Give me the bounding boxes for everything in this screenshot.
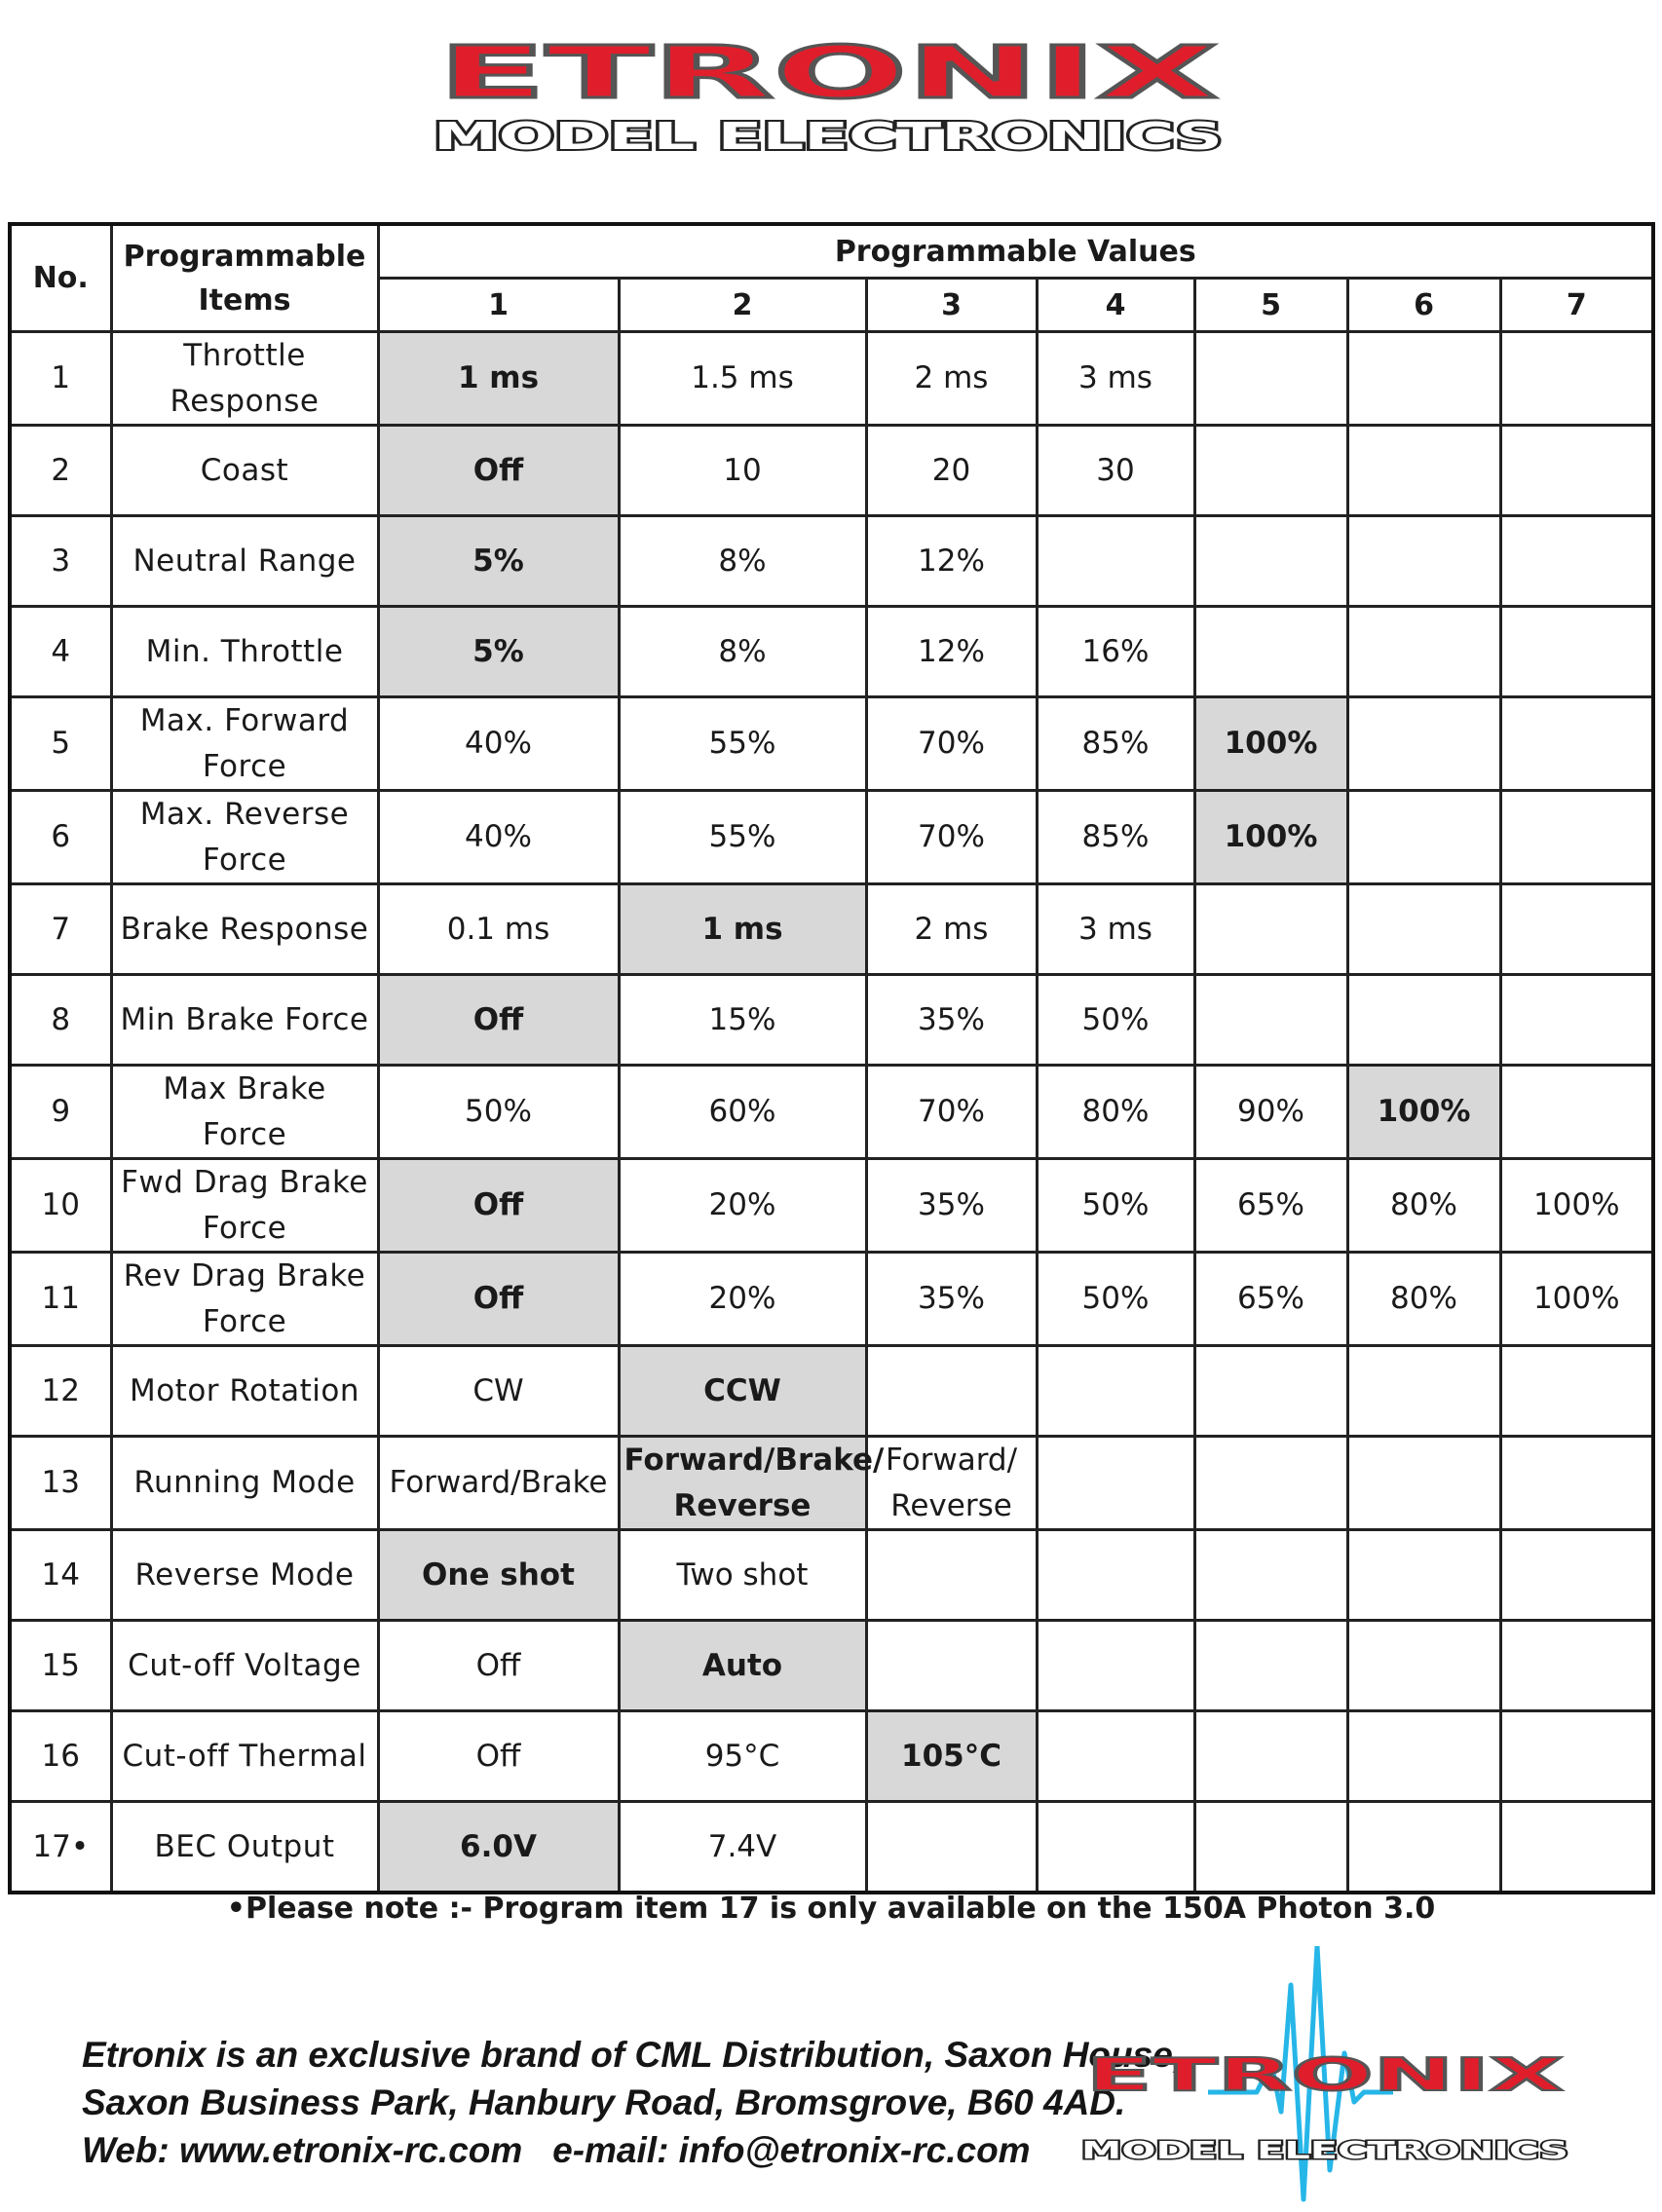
value-cell [1347, 1621, 1500, 1711]
table-row [10, 1621, 1653, 1711]
value-cell [1500, 791, 1653, 884]
value-column-header-5: 5 [1194, 279, 1347, 332]
value-cell: 35% [866, 975, 1037, 1066]
value-cell [1500, 697, 1653, 791]
programmable-item [111, 1066, 378, 1159]
programmable-item [111, 1437, 378, 1530]
no-header: No. [10, 224, 111, 332]
value-cell [1500, 1346, 1653, 1437]
value-cell [1500, 884, 1653, 975]
value-cell [1347, 1802, 1500, 1893]
value-cell [1347, 697, 1500, 791]
value-column-header-7: 7 [1500, 279, 1653, 332]
item-label-line: Brake Response [120, 911, 369, 947]
bottom-logo-subtitle-text: MODEL ELECTRONICS [1081, 2136, 1568, 2164]
value-cell [1500, 426, 1653, 516]
value-cell: 40% [378, 791, 619, 884]
item-label-line: Coast [200, 452, 289, 488]
footnote: •Please note :- Program item 17 is only available on the 150A Photon 3.0 [226, 1892, 1436, 1926]
value-cell: 30 [1037, 426, 1194, 516]
value-cell [1194, 1711, 1347, 1802]
value-cell: 3 ms [1037, 884, 1194, 975]
value-cell [1194, 1802, 1347, 1893]
programmable-item [111, 607, 378, 697]
default-value-cell: Off [378, 426, 619, 516]
value-cell [1347, 791, 1500, 884]
etronix-logo-top [419, 37, 1237, 159]
value-cell [1500, 1530, 1653, 1621]
programmable-item [111, 1346, 378, 1437]
value-cell [1194, 516, 1347, 607]
row-number: 1 [10, 332, 111, 426]
value-cell: Off [378, 1711, 619, 1802]
table-row [10, 1711, 1653, 1802]
row-number: 10 [10, 1159, 111, 1253]
table-row [10, 975, 1653, 1066]
default-value-cell: 5% [378, 607, 619, 697]
value-cell [1347, 1346, 1500, 1437]
value-column-header-4: 4 [1037, 279, 1194, 332]
value-cell: 80% [1037, 1066, 1194, 1159]
value-cell: 65% [1194, 1159, 1347, 1253]
value-cell [1194, 1346, 1347, 1437]
item-label-line: Force [202, 748, 287, 784]
default-value-cell: 105°C [866, 1711, 1037, 1802]
logo-brand-text: ETRONIX [438, 37, 1218, 115]
value-cell [1194, 884, 1347, 975]
table-row [10, 1437, 1653, 1530]
value-cell: 0.1 ms [378, 884, 619, 975]
value-cell: 12% [866, 607, 1037, 697]
value-cell [866, 1346, 1037, 1437]
value-cell [1194, 607, 1347, 697]
programmable-item [111, 516, 378, 607]
value-cell: 70% [866, 697, 1037, 791]
value-cell: 50% [378, 1066, 619, 1159]
value-line: Forward/ [885, 1443, 1018, 1478]
etronix-logo-bottom [1062, 1946, 1568, 2209]
item-label-line: Motor Rotation [129, 1372, 360, 1408]
row-number: 4 [10, 607, 111, 697]
value-cell: Forward/Brake [378, 1437, 619, 1530]
default-value-cell: Off [378, 975, 619, 1066]
default-value-cell: 5% [378, 516, 619, 607]
value-cell: 50% [1037, 1253, 1194, 1346]
row-number: 13 [10, 1437, 111, 1530]
table-row [10, 697, 1653, 791]
value-cell [1347, 884, 1500, 975]
programmable-item [111, 975, 378, 1066]
table-row [10, 426, 1653, 516]
value-cell: 50% [1037, 1159, 1194, 1253]
value-line: Reverse [673, 1487, 812, 1523]
item-label-line: Throttle [183, 338, 306, 373]
value-cell [1194, 1530, 1347, 1621]
programmable-values-header: Programmable Values [378, 224, 1653, 279]
value-line: Reverse [890, 1487, 1012, 1523]
row-number: 5 [10, 697, 111, 791]
value-cell: 8% [619, 607, 866, 697]
footer-line-3: Web: www.etronix-rc.com e-mail: info@etronix-rc.com [82, 2130, 1031, 2170]
programmable-values-table [8, 222, 1655, 1894]
item-label-line: Neutral Range [132, 543, 357, 579]
item-label-line: Max. Forward [139, 703, 350, 738]
value-cell [866, 1437, 1037, 1530]
programmable-item [111, 697, 378, 791]
value-cell [1194, 332, 1347, 426]
table-row [10, 516, 1653, 607]
row-number: 15 [10, 1621, 111, 1711]
value-cell [866, 1621, 1037, 1711]
value-cell: 50% [1037, 975, 1194, 1066]
value-cell: 3 ms [1037, 332, 1194, 426]
value-cell: 20% [619, 1159, 866, 1253]
row-number: 9 [10, 1066, 111, 1159]
value-cell: 100% [1500, 1159, 1653, 1253]
table-row [10, 332, 1653, 426]
value-cell: 80% [1347, 1159, 1500, 1253]
programmable-item [111, 332, 378, 426]
item-label-line: BEC Output [154, 1828, 335, 1864]
item-label-line: Force [202, 1303, 287, 1339]
value-column-header-2: 2 [619, 279, 866, 332]
footer-address [82, 2031, 1184, 2174]
value-cell [1194, 1621, 1347, 1711]
value-cell: 2 ms [866, 884, 1037, 975]
value-cell: 90% [1194, 1066, 1347, 1159]
table-row [10, 791, 1653, 884]
table-row [10, 1802, 1653, 1893]
value-cell: 16% [1037, 607, 1194, 697]
default-value-cell [619, 1437, 885, 1530]
value-cell [1037, 1530, 1194, 1621]
value-cell: 20 [866, 426, 1037, 516]
items-header [111, 224, 378, 332]
value-cell [1194, 1437, 1347, 1530]
value-cell: 60% [619, 1066, 866, 1159]
item-label-line: Reverse Mode [134, 1556, 355, 1593]
value-cell [1194, 975, 1347, 1066]
value-cell: 85% [1037, 697, 1194, 791]
table-row [10, 884, 1653, 975]
item-label-line: Force [202, 1210, 287, 1246]
value-cell [1037, 516, 1194, 607]
value-cell: 35% [866, 1159, 1037, 1253]
default-value-cell: Off [378, 1253, 619, 1346]
logo-subtitle-text: MODEL ELECTRONICS [434, 115, 1223, 158]
default-value-cell: 1 ms [619, 884, 866, 975]
value-cell: 7.4V [619, 1802, 866, 1893]
value-cell [1194, 426, 1347, 516]
table-row [10, 1530, 1653, 1621]
footer-line-1: Etronix is an exclusive brand of CML Distribution, Saxon House, [82, 2035, 1184, 2075]
item-label-line: Fwd Drag Brake [121, 1165, 368, 1200]
programmable-item [111, 426, 378, 516]
item-label-line: Min. Throttle [145, 633, 344, 669]
item-label-line: Response [170, 383, 320, 419]
row-number: 14 [10, 1530, 111, 1621]
value-cell [1500, 1802, 1653, 1893]
default-value-cell: Off [378, 1159, 619, 1253]
value-cell [1500, 607, 1653, 697]
value-cell: 12% [866, 516, 1037, 607]
value-cell: 55% [619, 791, 866, 884]
default-value-cell: 6.0V [378, 1802, 619, 1893]
value-column-header-1: 1 [378, 279, 619, 332]
value-cell [1500, 1711, 1653, 1802]
programmable-item [111, 1253, 378, 1346]
value-cell [1347, 332, 1500, 426]
row-number: 3 [10, 516, 111, 607]
programmable-item [111, 1621, 378, 1711]
value-column-header-6: 6 [1347, 279, 1500, 332]
value-cell: CW [378, 1346, 619, 1437]
row-number: 16 [10, 1711, 111, 1802]
default-value-cell: One shot [378, 1530, 619, 1621]
item-label-line: Rev Drag Brake [123, 1258, 366, 1293]
value-cell [866, 1530, 1037, 1621]
value-cell [1347, 975, 1500, 1066]
programmable-item [111, 1159, 378, 1253]
row-number: 11 [10, 1253, 111, 1346]
item-label-line: Force [202, 842, 287, 878]
table-row [10, 1066, 1653, 1159]
value-cell: 8% [619, 516, 866, 607]
value-column-header-3: 3 [866, 279, 1037, 332]
programmable-item [111, 884, 378, 975]
value-cell: 10 [619, 426, 866, 516]
value-cell [1347, 426, 1500, 516]
value-cell: 40% [378, 697, 619, 791]
value-cell: 95°C [619, 1711, 866, 1802]
row-number: 17• [10, 1802, 111, 1893]
value-cell [1037, 1711, 1194, 1802]
value-cell: 70% [866, 1066, 1037, 1159]
item-label-line: Max. Reverse [139, 797, 350, 832]
value-line: Forward/Brake/ [623, 1443, 885, 1478]
row-number: 12 [10, 1346, 111, 1437]
item-label-line: Min Brake Force [120, 1001, 369, 1037]
value-cell [866, 1802, 1037, 1893]
value-cell: 1.5 ms [619, 332, 866, 426]
item-label-line: Cut-off Voltage [128, 1647, 361, 1683]
default-value-cell: 1 ms [378, 332, 619, 426]
value-cell: Two shot [619, 1530, 866, 1621]
programmable-item [111, 1802, 378, 1893]
item-label-line: Running Mode [133, 1465, 356, 1501]
default-value-cell: 100% [1194, 697, 1347, 791]
value-cell [1500, 1437, 1653, 1530]
row-number: 8 [10, 975, 111, 1066]
items-header-line2: Items [198, 282, 291, 318]
value-cell: 55% [619, 697, 866, 791]
value-cell [1037, 1346, 1194, 1437]
item-label-line: Cut-off Thermal [122, 1738, 367, 1774]
value-cell: Off [378, 1621, 619, 1711]
row-number: 2 [10, 426, 111, 516]
table-row [10, 1346, 1653, 1437]
value-cell: 65% [1194, 1253, 1347, 1346]
programmable-item [111, 791, 378, 884]
default-value-cell: 100% [1194, 791, 1347, 884]
row-number: 7 [10, 884, 111, 975]
row-number: 6 [10, 791, 111, 884]
value-cell [1500, 975, 1653, 1066]
value-cell: 80% [1347, 1253, 1500, 1346]
item-label-line: Max Brake Force [163, 1071, 326, 1152]
table-row [10, 607, 1653, 697]
value-cell [1347, 607, 1500, 697]
value-cell: 85% [1037, 791, 1194, 884]
programmable-item [111, 1530, 378, 1621]
table-row [10, 1159, 1653, 1253]
value-cell [1500, 1066, 1653, 1159]
value-cell: 70% [866, 791, 1037, 884]
default-value-cell: Auto [619, 1621, 866, 1711]
items-header-line1: Programmable [123, 239, 366, 274]
value-cell [1347, 1711, 1500, 1802]
value-cell: 15% [619, 975, 866, 1066]
value-cell [1500, 516, 1653, 607]
default-value-cell: 100% [1347, 1066, 1500, 1159]
value-cell [1037, 1621, 1194, 1711]
value-cell [1347, 1437, 1500, 1530]
programmable-item [111, 1711, 378, 1802]
value-cell [1500, 332, 1653, 426]
value-cell [1347, 1530, 1500, 1621]
bottom-logo-brand-text: ETRONIX [1086, 2048, 1564, 2101]
value-cell [1347, 516, 1500, 607]
table-row [10, 1253, 1653, 1346]
value-cell: 2 ms [866, 332, 1037, 426]
value-cell: 35% [866, 1253, 1037, 1346]
value-cell: 20% [619, 1253, 866, 1346]
value-cell [1037, 1437, 1194, 1530]
value-cell [1037, 1802, 1194, 1893]
footer-line-2: Saxon Business Park, Hanbury Road, Bromsgrove, B60 4AD. [82, 2082, 1126, 2122]
value-cell [1500, 1621, 1653, 1711]
default-value-cell: CCW [619, 1346, 866, 1437]
value-cell: 100% [1500, 1253, 1653, 1346]
